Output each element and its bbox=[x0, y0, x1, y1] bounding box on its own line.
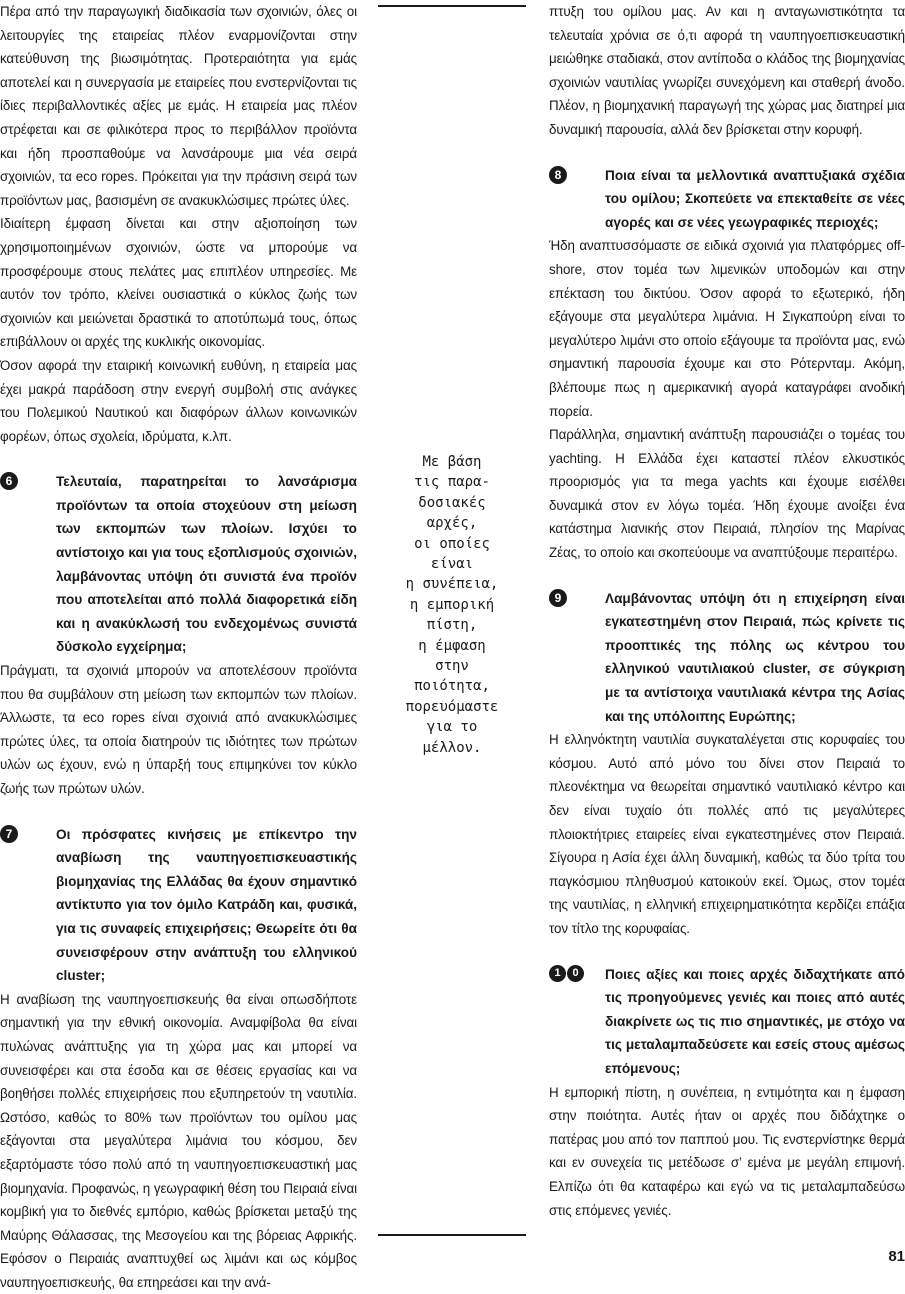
question-number-badge bbox=[549, 965, 584, 983]
question-6 bbox=[0, 470, 357, 659]
question-text: Ποια είναι τα μελλοντικά αναπτυξιακά σχέδια του ομίλου; Σκοπεύετε να επεκταθείτε σε νέες αγορές και σε νέες γεωγραφικές περιοχές; bbox=[605, 167, 905, 230]
question-number-badge: 9 bbox=[549, 589, 567, 607]
question-number-badge: 8 bbox=[549, 166, 567, 184]
right-column bbox=[549, 0, 905, 1222]
pull-quote-line: είναι bbox=[430, 556, 474, 573]
question-9 bbox=[549, 587, 905, 729]
pull-quote-line: η έμφαση bbox=[418, 637, 486, 654]
question-8 bbox=[549, 164, 905, 235]
intro-paragraph-1: Πέρα από την παραγωγική διαδικασία των σχοινιών, όλες οι λειτουργίες της εταιρείας πλέον εναρμονίζονται στην κατεύθυνση της βιωσιμότητας. Προτεραιότητα για εμάς αποτελεί και η συνεργασία με εταιρείες που ενστερνίζονται τις ίδιες περιβαλλοντικές αξίες με εμάς. Η εταιρεία μας πλέον στρέφεται και σε φιλικότερα προς το περιβάλλον προϊόντα και ήδη προσπαθούμε να λανσάρουμε μια νέα σειρά σχοινιών, τα eco ropes. Πρόκειται για την πράσινη σειρά των προϊόντων μας, βασισμένη σε ανακυκλώσιμες πρώτες ύλες. bbox=[0, 4, 357, 208]
answer-8-paragraph-2: Παράλληλα, σημαντική ανάπτυξη παρουσιάζει ο τομέας του yachting. Η Ελλάδα έχει καταστεί πλέον ελκυστικός προορισμός για τα mega yachts και έχουμε εισέλθει δυναμικά στον εν λόγω τομέα. Ήδη έχουμε ανοίξει ένα κατάστημα λιανικής στον Πειραιά, πλησίον της Μαρίνας Ζέας, το οποίο και σκοπεύουμε να αναπτύξουμε περαιτέρω. bbox=[549, 427, 905, 561]
pull-quote-column bbox=[378, 0, 526, 1291]
intro-paragraph-2: Ιδιαίτερη έμφαση δίνεται και στην αξιοποίηση των χρησιμοποιημένων σχοινιών, ώστε να μπορούμε να προσφέρουμε στους πελάτες μας επιπλέον υπηρεσίες. Με αυτόν τον τρόπο, κλείνει ουσιαστικά ο κύκλος ζωής των σχοινιών και μειώνεται δραστικά το αποτύπωμά τους, όπως επιβάλλουν οι αρχές της κυκλικής οικονομίας. bbox=[0, 216, 357, 350]
pull-quote-line: μέλλον. bbox=[422, 739, 482, 756]
bottom-rule bbox=[378, 1234, 526, 1236]
pull-quote-line: η συνέπεια, bbox=[405, 576, 499, 593]
page-number: 81 bbox=[888, 1248, 905, 1265]
question-10 bbox=[549, 963, 905, 1081]
continuation-paragraph: πτυξη του ομίλου μας. Αν και η ανταγωνιστικότητα τα τελευταία χρόνια σε ό,τι αφορά τη ναυπηγοεπισκευαστική μειώθηκε σταδιακά, στον αντίποδα ο κλάδος της βιομηχανίας σχοινιών ναυτιλίας γνωρίζει συνεχόμενη και σταθερή άνοδο. Πλέον, η βιομηχανική παραγωγή της χώρας μας διατηρεί μια δυναμική παρουσία, αλλά δεν βρίσκεται στην κορυφή. bbox=[549, 4, 905, 137]
left-column bbox=[0, 0, 357, 1294]
pull-quote-line: στην bbox=[435, 658, 469, 675]
top-rule bbox=[378, 5, 526, 7]
pull-quote-line: ποιότητα, bbox=[414, 678, 490, 695]
badge-digit: 1 bbox=[549, 965, 566, 982]
pull-quote-line: η εμπορική bbox=[409, 596, 495, 613]
pull-quote-line: δοσιακές bbox=[418, 494, 486, 511]
question-number-badge: 6 bbox=[0, 472, 18, 490]
pull-quote-line: πίστη, bbox=[426, 617, 478, 634]
question-text: Οι πρόσφατες κινήσεις με επίκεντρο την αναβίωση της ναυπηγοεπισκευαστικής βιομηχανίας της Ελλάδας θα έχουν σημαντικό αντίκτυπο για τον όμιλο Κατράδη και, φυσικά, για τις συναφείς επιχειρήσεις; Θεωρείτε ότι θα συνεισφέρουν στην ανάπτυξη του ελληνικού cluster; bbox=[56, 826, 357, 984]
question-number-badge: 7 bbox=[0, 825, 18, 843]
answer-6: Πράγματι, τα σχοινιά μπορούν να αποτελέσουν προϊόντα που θα συμβάλουν στη μείωση των εκπομπών των πλοίων. Άλλωστε, τα eco ropes είναι σχοινιά από ανακυκλώσιμες πρώτες ύλες, τα οποία διατηρούν τις ιδιότητες των πρώτων υλών ως έχουν, ενώ η ύπαρξή τους επιμηκύνει τον κύκλο ζωής των πρώτων υλών. bbox=[0, 663, 357, 796]
question-7 bbox=[0, 823, 357, 988]
pull-quote-line: οι οποίες bbox=[414, 535, 490, 552]
pull-quote bbox=[378, 452, 526, 758]
intro-paragraph-3: Όσον αφορά την εταιρική κοινωνική ευθύνη, η εταιρεία μας έχει μακρά παράδοση στην ενεργή συμβολή στις ανάγκες του Πολεμικού Ναυτικού και διαφόρων άλλων κοινωνικών φορέων, όπως σχολεία, ιδρύματα, κ.λπ. bbox=[0, 357, 357, 444]
badge-digit: 0 bbox=[567, 965, 584, 982]
pull-quote-line: για το bbox=[426, 719, 478, 736]
answer-8-paragraph-1: Ήδη αναπτυσσόμαστε σε ειδικά σχοινιά για πλατφόρμες off-shore, στον τομέα των λιμενικών υποδομών και στην επέκταση του δικτύου. Όσον αφορά το εξωτερικό, ήδη εξάγουμε στα μεγαλύτερα λιμάνια. Η Σιγκαπούρη είναι το μεγαλύτερο λιμάνι στο οποίο εξάγουμε τα προϊόντα μας, ενώ σημαντική παρουσία έχουμε και στο Ρότερνταμ. Ακόμη, βλέπουμε πως η αμερικανική αγορά καταγράφει ανοδική πορεία. bbox=[549, 238, 905, 419]
pull-quote-line: Με βάση bbox=[422, 454, 482, 470]
question-text: Ποιες αξίες και ποιες αρχές διδαχτήκατε από τις προηγούμενες γενιές και ποιες από αυτές διακρίνετε ως τις πιο σημαντικές, με στόχο να τις μεταλαμπαδεύσετε και εσείς στους αμέσως επόμενους; bbox=[605, 966, 905, 1076]
answer-9: Η ελληνόκτητη ναυτιλία συγκαταλέγεται στις κορυφαίες του κόσμου. Αυτό από μόνο του δίνει στον Πειραιά το πλεονέκτημα να θεωρείται σημαντικό ναυτιλιακό κέντρο και δεν είναι τυχαίο ότι πολλές από τις μεγαλύτερες πλοιοκτήτριες εταιρείες είναι εγκατεστημένες στον Πειραιά. Σίγουρα η Ασία έχει άλλη δυναμική, καθώς τα δύο τρίτα του παγκόσμιου πληθυσμού κατοικούν εκεί. Όμως, στον τομέα της ναυτιλίας, η ελληνική επιχειρηματικότητα κερδίζει επάξια τον τίτλο της κορυφαίας. bbox=[549, 732, 905, 936]
pull-quote-line: τις παρα- bbox=[414, 474, 490, 491]
answer-7: Η αναβίωση της ναυπηγοεπισκευής θα είναι οπωσδήποτε σημαντική για την εθνική οικονομία. Αναμφίβολα θα είναι πυλώνας ανάπτυξης για τη χώρα μας και μπορεί να συνεισφέρει και στα έσοδα και σε θέσεις εργασίας και να βοηθήσει πολλές επιχειρήσεις που εξυπηρετούν τη ναυτιλία. Ωστόσο, καθώς το 80% των προϊόντων του ομίλου μας εξάγονται στα μεγαλύτερα λιμάνια του κόσμου, δεν εξαρτόμαστε τόσο πολύ από τη ναυπηγοεπισκευαστική μας βιομηχανία. Προφανώς, η γεωγραφική θέση του Πειραιά είναι κομβική για το διεθνές εμπόριο, καθώς βρίσκεται μεταξύ της Μαύρης Θάλασσας, της Μεσογείου και της βόρειας Αφρικής. Εφόσον ο Πειραιάς αναπτυχθεί ως λιμάνι και ως κόμβος ναυπηγοεπισκευής, θα επηρεάσει και την ανά- bbox=[0, 991, 357, 1290]
question-text: Τελευταία, παρατηρείται το λανσάρισμα προϊόντων τα οποία στοχεύουν στη μείωση των εκπομπών των πλοίων. Ισχύει το αντίστοιχο και για τους εξοπλισμούς σχοινιών, λαμβάνοντας υπόψη ότι συνιστά ένα προϊόν που αποτελείται από πολλά διαφορετικά είδη και η ανακύκλωσή του ενδεχομένως συνιστά δύσκολο εγχείρημα; bbox=[56, 474, 357, 655]
question-text: Λαμβάνοντας υπόψη ότι η επιχείρηση είναι εγκατεστημένη στον Πειραιά, πώς κρίνετε τις προοπτικές της πόλης ως κέντρου του ελληνικού ναυτιλιακού cluster, σε σύγκριση με τα αντίστοιχα ναυτιλιακά κέντρα της Ασίας και της υπόλοιπης Ευρώπης; bbox=[605, 590, 905, 724]
pull-quote-line: πορευόμαστε bbox=[405, 698, 499, 715]
answer-10: Η εμπορική πίστη, η συνέπεια, η εντιμότητα και η έμφαση στην ποιότητα. Αυτές ήταν οι αρχές που διδάχτηκε ο πατέρας μου από τον παππού μου. Τις ενστερνίστηκε θερμά και εν συνεχεία τις μετέδωσε σ’ εμένα με μεγάλη επιμονή. Ελπίζω ότι θα καταφέρω και εγώ να τις μεταλαμπαδεύσω στις επόμενες γενιές. bbox=[549, 1084, 905, 1218]
pull-quote-line: αρχές, bbox=[426, 515, 478, 532]
